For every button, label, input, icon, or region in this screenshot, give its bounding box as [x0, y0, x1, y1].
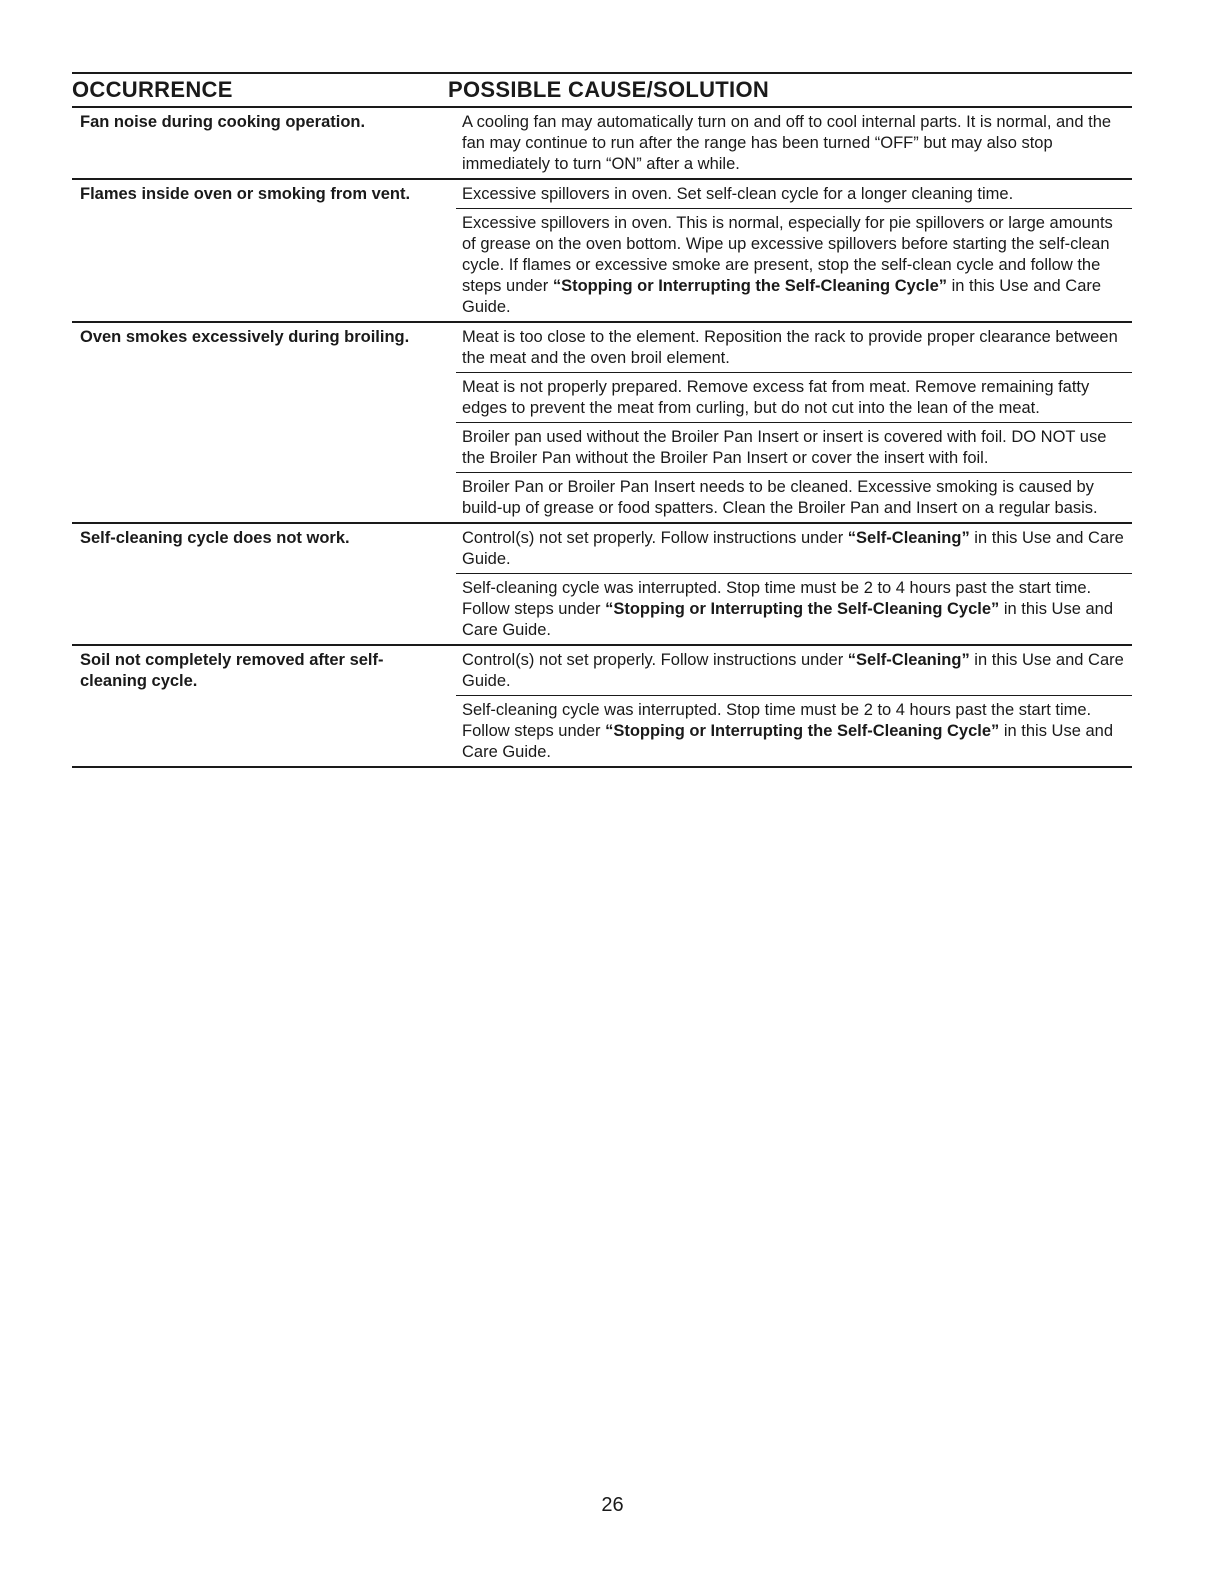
cause-reference: “Self-Cleaning” [847, 651, 970, 669]
cause-text-suffix: in this Use and Care Guide. [462, 600, 1113, 639]
cause-reference: “Self-Cleaning” [847, 529, 970, 547]
occurrence-header: OCCURRENCE [72, 77, 233, 102]
cause-text: Self-cleaning cycle was interrupted. Stop time must be 2 to 4 hours past the start time. Follow steps under [462, 579, 1092, 618]
cause-text: Control(s) not set properly. Follow instructions under [462, 651, 848, 669]
troubleshooting-table [72, 72, 1132, 768]
cause-text: Control(s) not set properly. Follow instructions under [462, 529, 848, 547]
occurrence-cell: Soil not completely removed after self-cleaning cycle. [80, 651, 384, 690]
table-header [72, 72, 1132, 108]
cause-text: Meat is too close to the element. Reposition the rack to provide proper clearance between the meat and the oven broil element. [462, 328, 1118, 367]
table-body [72, 108, 1132, 768]
cause-item [456, 473, 1132, 522]
cause-text-suffix: in this Use and Care Guide. [462, 651, 1124, 690]
cause-item [456, 574, 1132, 644]
cause-item [456, 323, 1132, 373]
cause-item [456, 108, 1132, 178]
cause-text: Self-cleaning cycle was interrupted. Stop time must be 2 to 4 hours past the start time. Follow steps under [462, 701, 1092, 740]
cause-item [456, 646, 1132, 696]
occurrence-cell: Fan noise during cooking operation. [80, 113, 366, 131]
table-row [72, 524, 1132, 646]
cause-item [456, 180, 1132, 209]
table-row [72, 180, 1132, 323]
cause-text: Broiler Pan or Broiler Pan Insert needs to be cleaned. Excessive smoking is caused by build-up of grease or food spatters. Clean the Broiler Pan and Insert on a regular basis. [462, 478, 1098, 517]
page-number: 26 [601, 1494, 624, 1516]
cause-text-suffix: in this Use and Care Guide. [462, 277, 1102, 316]
cause-item [456, 696, 1132, 766]
cause-reference: “Stopping or Interrupting the Self-Cleaning Cycle” [605, 722, 1000, 740]
cause-item [456, 373, 1132, 423]
causes-cell [456, 108, 1132, 178]
cause-text-suffix: in this Use and Care Guide. [462, 722, 1113, 761]
cause-reference: “Stopping or Interrupting the Self-Cleaning Cycle” [552, 277, 947, 295]
cause-text-suffix: in this Use and Care Guide. [462, 529, 1124, 568]
occurrence-cell: Flames inside oven or smoking from vent. [80, 185, 411, 203]
table-row [72, 323, 1132, 524]
cause-reference: “Stopping or Interrupting the Self-Cleaning Cycle” [605, 600, 1000, 618]
cause-text: Excessive spillovers in oven. This is normal, especially for pie spillovers or large amounts of grease on the oven bottom. Wipe up excessive spillovers before starting the self-clean cycle. If flames or excessive smoke are present, stop the self-clean cycle and follow the steps under [462, 214, 1113, 295]
table-row [72, 108, 1132, 180]
table-row [72, 646, 1132, 768]
occurrence-cell: Oven smokes excessively during broiling. [80, 328, 410, 346]
cause-text: Excessive spillovers in oven. Set self-clean cycle for a longer cleaning time. [462, 185, 1014, 203]
cause-item [456, 524, 1132, 574]
cause-item [456, 423, 1132, 473]
cause-text: A cooling fan may automatically turn on and off to cool internal parts. It is normal, and the fan may continue to run after the range has been turned “OFF” but may also stop immediately to turn “ON” after a while. [462, 113, 1112, 173]
occurrence-cell: Self-cleaning cycle does not work. [80, 529, 350, 547]
causes-cell [456, 323, 1132, 522]
causes-cell [456, 180, 1132, 321]
cause-item [456, 209, 1132, 321]
cause-solution-header: POSSIBLE CAUSE/SOLUTION [448, 77, 770, 102]
cause-text: Meat is not properly prepared. Remove excess fat from meat. Remove remaining fatty edges to prevent the meat from curling, but do not cut into the lean of the meat. [462, 378, 1090, 417]
causes-cell [456, 646, 1132, 766]
causes-cell [456, 524, 1132, 644]
cause-text: Broiler pan used without the Broiler Pan Insert or insert is covered with foil. DO NOT use the Broiler Pan without the Broiler Pan Insert or cover the insert with foil. [462, 428, 1107, 467]
